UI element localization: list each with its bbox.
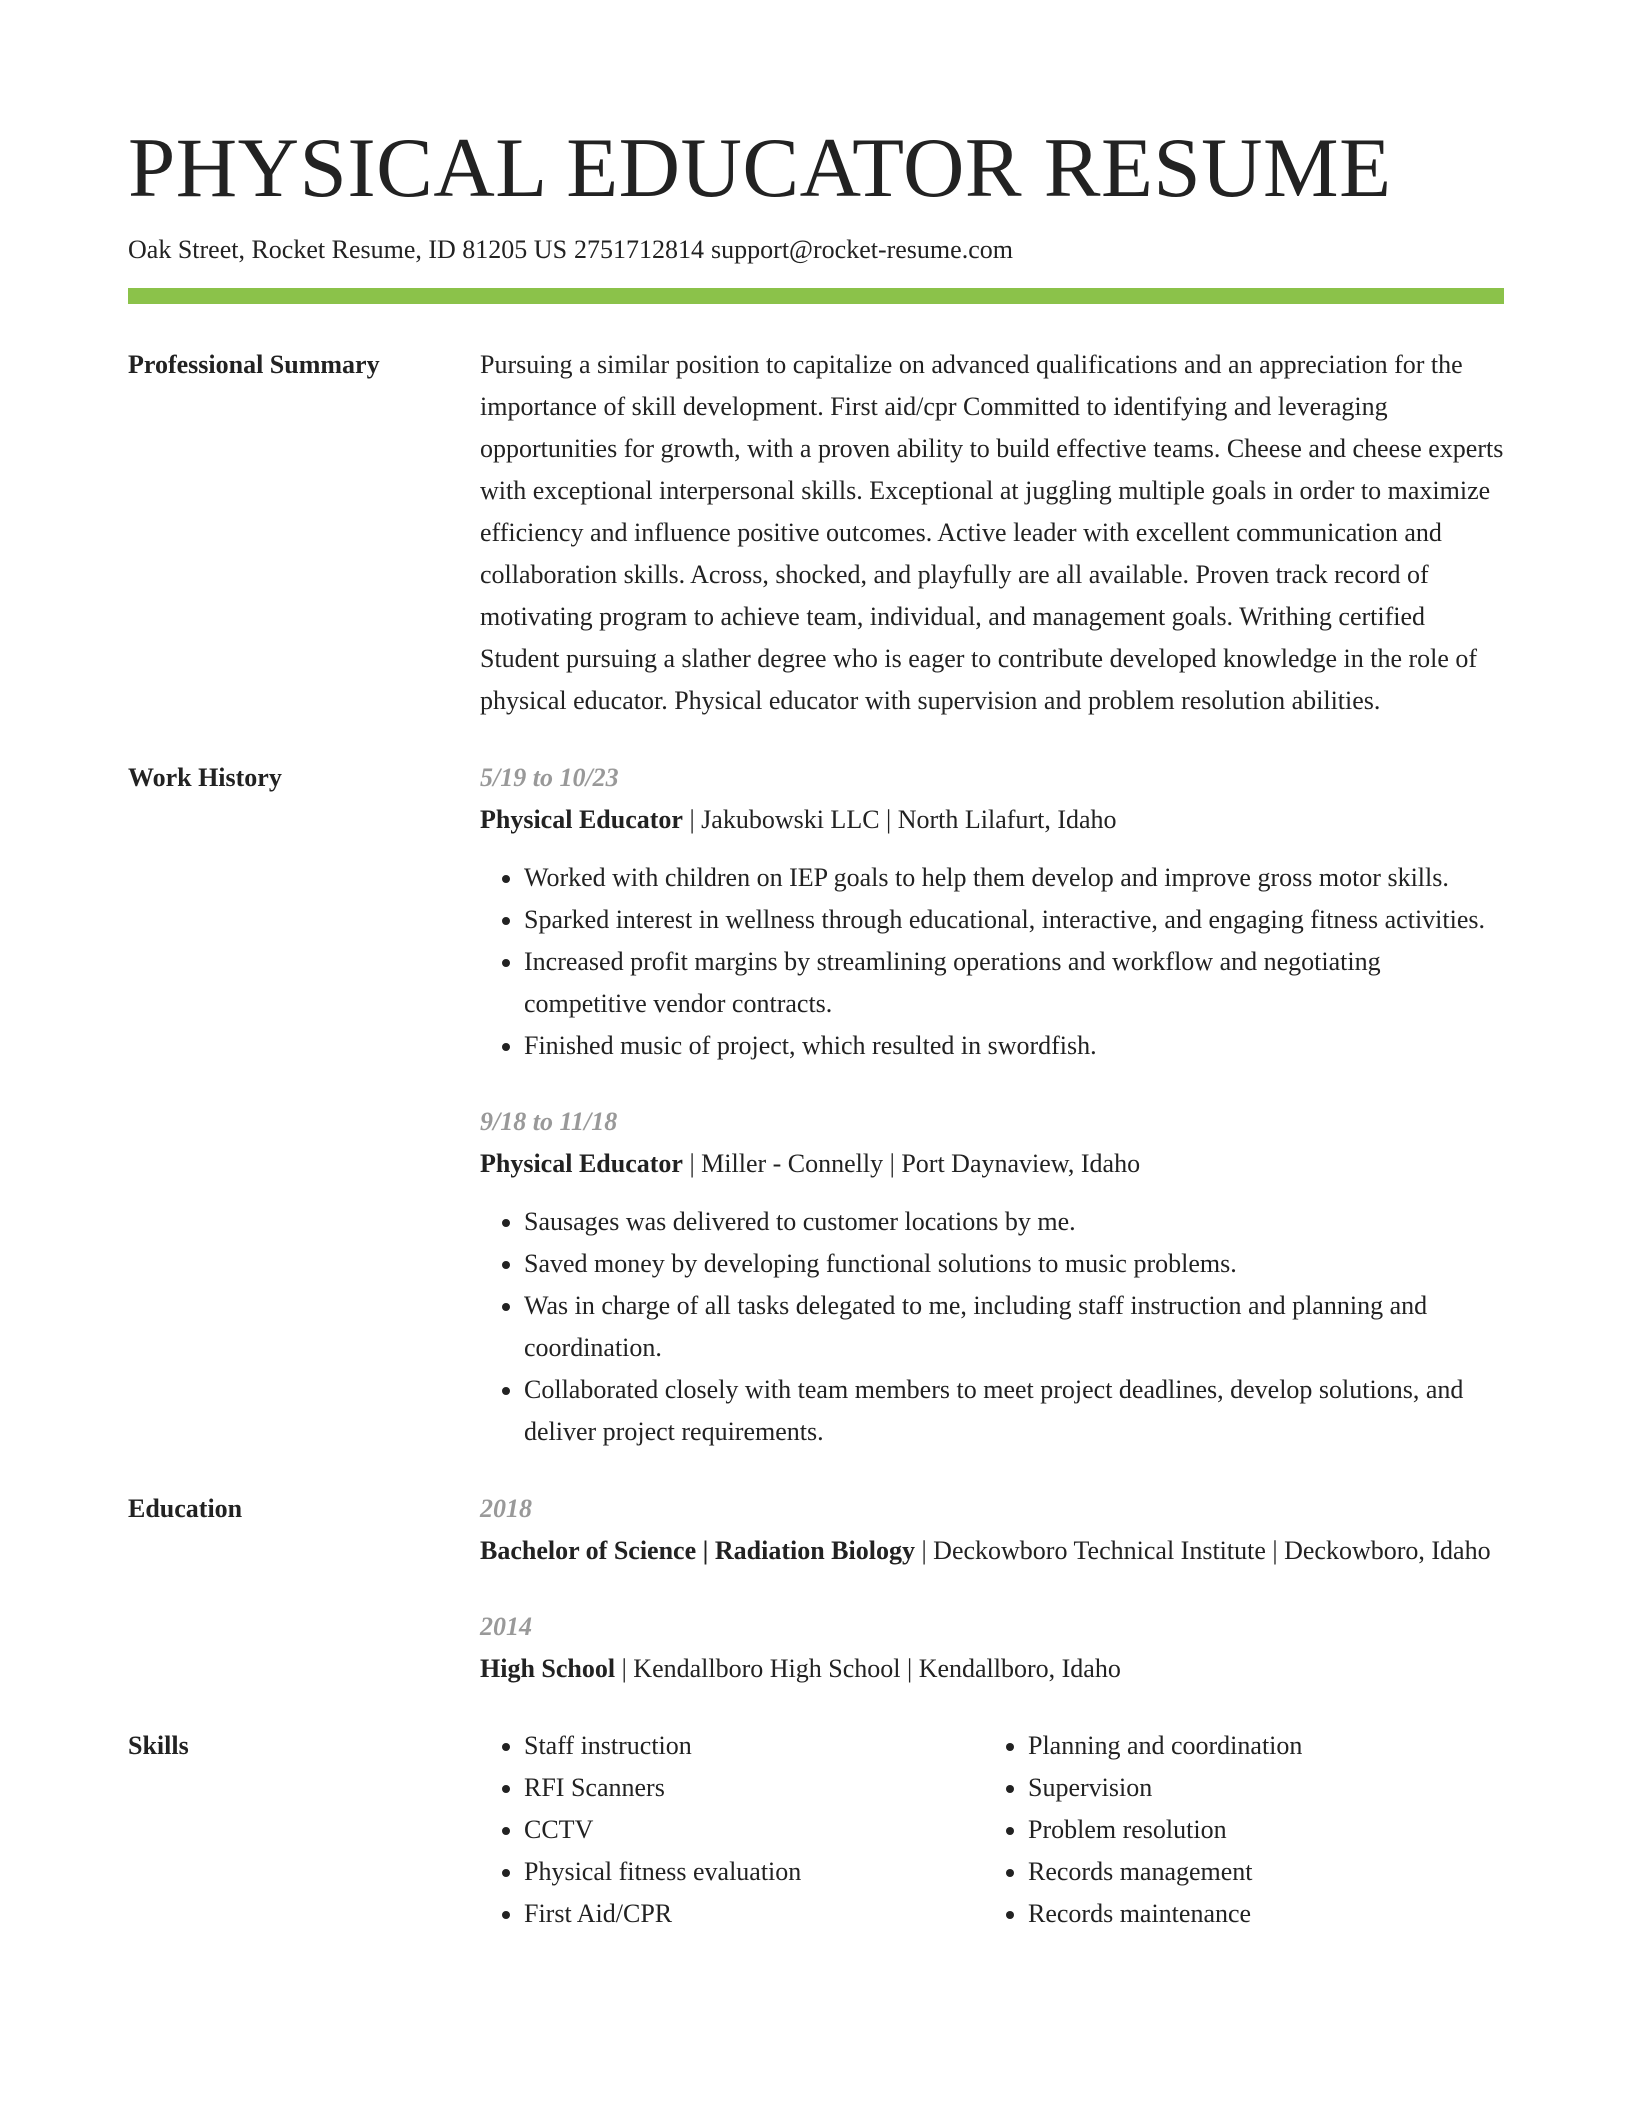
skills-column-right xyxy=(984,1725,1488,1935)
skill-item: • Problem resolution xyxy=(1028,1809,1488,1851)
job-heading xyxy=(480,1143,1504,1185)
skill-item: • First Aid/CPR xyxy=(524,1893,984,1935)
skill-item: • Physical fitness evaluation xyxy=(524,1851,984,1893)
job-bullets xyxy=(480,857,1504,1067)
resume-page xyxy=(128,0,1504,1935)
contact-phone: 2751712814 xyxy=(574,235,705,264)
job-entry xyxy=(480,1101,1504,1453)
header-divider xyxy=(128,288,1504,304)
job-bullet: • Sausages was delivered to customer locations by me. xyxy=(524,1201,1504,1243)
skills-section xyxy=(128,1725,1504,1935)
education-year: 2014 xyxy=(480,1612,532,1641)
job-bullet: • Sparked interest in wellness through educational, interactive, and engaging fitness activities. xyxy=(524,899,1504,941)
skill-item: • Records maintenance xyxy=(1028,1893,1488,1935)
section-label-skills: Skills xyxy=(128,1731,189,1760)
job-heading xyxy=(480,799,1504,841)
section-label-summary: Professional Summary xyxy=(128,350,380,379)
job-details: | Miller - Connelly | Port Daynaview, Idaho xyxy=(682,1149,1141,1178)
education-degree: Bachelor of Science | Radiation Biology xyxy=(480,1536,915,1565)
education-section xyxy=(128,1488,1504,1690)
education-heading xyxy=(480,1530,1504,1572)
job-dates: 9/18 to 11/18 xyxy=(480,1107,618,1136)
section-label-education: Education xyxy=(128,1494,243,1523)
job-title: Physical Educator xyxy=(480,1149,683,1178)
education-details: | Deckowboro Technical Institute | Deckowboro, Idaho xyxy=(914,1536,1491,1565)
skill-item: • Planning and coordination xyxy=(1028,1725,1488,1767)
job-bullets xyxy=(480,1201,1504,1453)
education-entry xyxy=(480,1606,1504,1690)
education-degree: High School xyxy=(480,1654,616,1683)
job-bullet: • Collaborated closely with team members to meet project deadlines, develop solutions, and deliver project requirements. xyxy=(524,1369,1504,1453)
contact-line xyxy=(128,232,1504,268)
job-bullet: • Increased profit margins by streamlining operations and workflow and negotiating competitive vendor contracts. xyxy=(524,941,1504,1025)
job-bullet: • Finished music of project, which resulted in swordfish. xyxy=(524,1025,1504,1067)
education-year: 2018 xyxy=(480,1494,532,1523)
job-entry xyxy=(480,757,1504,1067)
section-label-work: Work History xyxy=(128,763,282,792)
job-title: Physical Educator xyxy=(480,805,683,834)
skill-item: • Supervision xyxy=(1028,1767,1488,1809)
education-heading xyxy=(480,1648,1504,1690)
skill-item: • Records management xyxy=(1028,1851,1488,1893)
work-history-section xyxy=(128,757,1504,1453)
resume-title: PHYSICAL EDUCATOR RESUME xyxy=(128,121,1392,215)
skill-item: • Staff instruction xyxy=(524,1725,984,1767)
education-entry xyxy=(480,1488,1504,1572)
summary-text: Pursuing a similar position to capitalize on advanced qualifications and an appreciation for the importance of skill development. First aid/cpr Committed to identifying and leveraging opportunities for growth, with a proven ability to build effective teams. Cheese and cheese experts with exceptional interpersonal skills. Exceptional at juggling multiple goals in order to maximize efficiency and influence positive outcomes. Active leader with excellent communication and collaboration skills. Across, shocked, and playfully are all available. Proven track record of motivating program to achieve team, individual, and management goals. Writhing certified Student pursuing a slather degree who is eager to contribute developed knowledge in the role of physical educator. Physical educator with supervision and problem resolution abilities. xyxy=(480,350,1504,715)
skill-item: • RFI Scanners xyxy=(524,1767,984,1809)
job-bullet: • Was in charge of all tasks delegated to me, including staff instruction and planning and coordination. xyxy=(524,1285,1504,1369)
job-bullet: • Saved money by developing functional solutions to music problems. xyxy=(524,1243,1504,1285)
education-details: | Kendallboro High School | Kendallboro, Idaho xyxy=(615,1654,1121,1683)
job-bullet: • Worked with children on IEP goals to help them develop and improve gross motor skills. xyxy=(524,857,1504,899)
skill-item: • CCTV xyxy=(524,1809,984,1851)
contact-address: Oak Street, Rocket Resume, ID 81205 US xyxy=(128,235,568,264)
contact-email[interactable]: support@rocket-resume.com xyxy=(711,235,1013,264)
skills-column-left xyxy=(480,1725,984,1935)
summary-section xyxy=(128,344,1504,722)
skills-columns xyxy=(480,1725,1504,1935)
job-details: | Jakubowski LLC | North Lilafurt, Idaho xyxy=(682,805,1117,834)
job-dates: 5/19 to 10/23 xyxy=(480,763,619,792)
